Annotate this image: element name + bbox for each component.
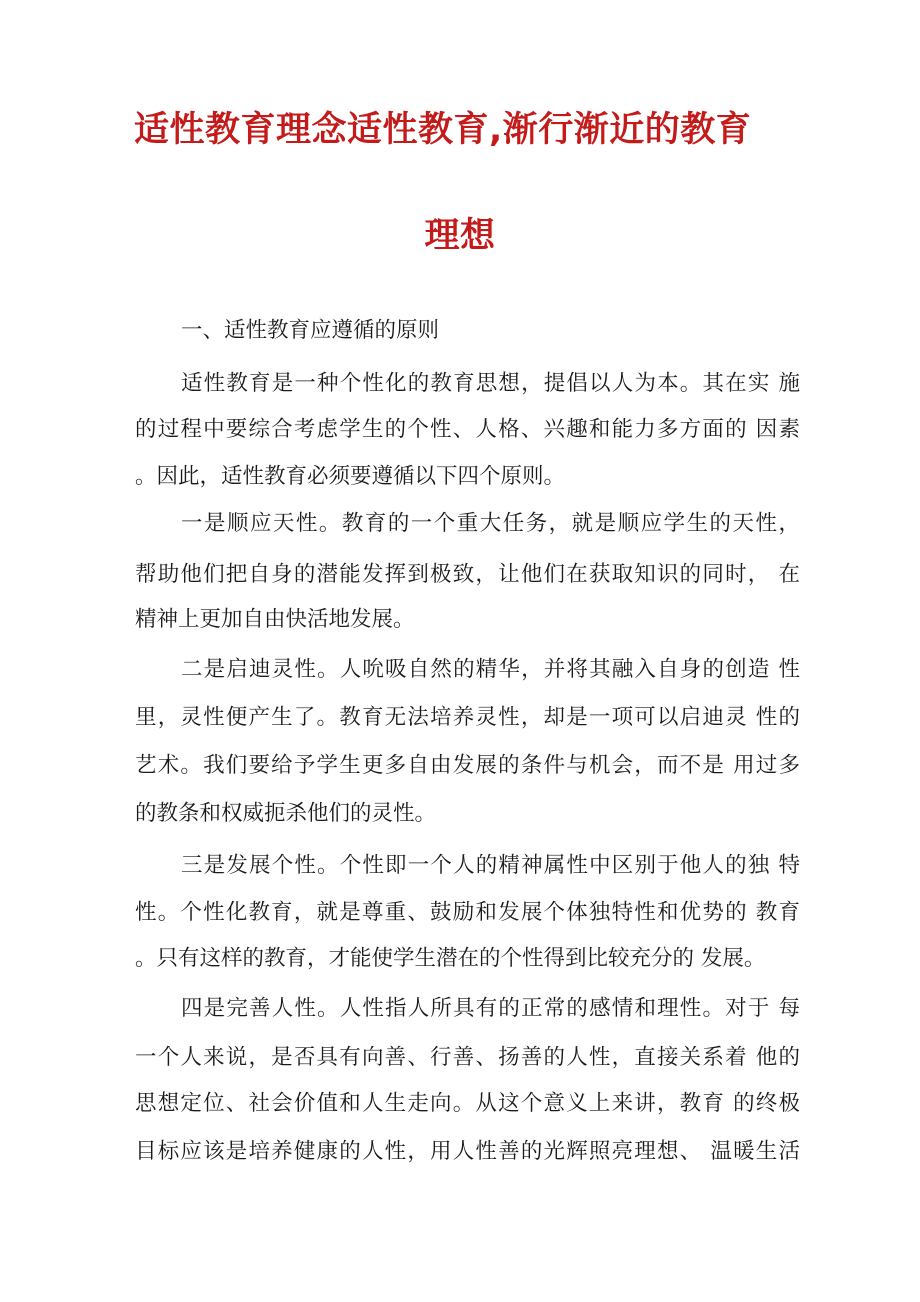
paragraph-line: 里，灵性便产生了。教育无法培养灵性，却是一项可以启迪灵 性的	[135, 705, 800, 730]
section-heading: 一、适性教育应遵循的原则	[181, 318, 440, 343]
paragraph-line: 一是顺应天性。教育的一个重大任务，就是顺应学生的天性，	[181, 511, 800, 536]
paragraph-line: 帮助他们把自身的潜能发挥到极致，让他们在获取知识的同时， 在	[135, 562, 800, 587]
document-title-line-1: 适性教育理念适性教育,渐行渐近的教育	[134, 110, 752, 150]
paragraph-line: 三是发展个性。个性即一个人的精神属性中区别于他人的独 特	[181, 853, 800, 878]
paragraph-line: 。只有这样的教育，才能使学生潜在的个性得到比较充分的 发展。	[135, 946, 766, 971]
paragraph-line: 的教条和权威扼杀他们的灵性。	[135, 801, 437, 826]
paragraph-line: 一个人来说，是否具有向善、行善、扬善的人性，直接关系着 他的	[135, 1045, 800, 1070]
paragraph-line: 。因此，适性教育必须要遵循以下四个原则。	[135, 464, 566, 489]
document-title-line-2: 理想	[424, 216, 496, 256]
paragraph-line: 适性教育是一种个性化的教育思想，提倡以人为本。其在实 施	[181, 371, 800, 396]
paragraph-line: 目标应该是培养健康的人性，用人性善的光辉照亮理想、 温暖生活	[135, 1139, 800, 1164]
paragraph-line: 思想定位、社会价值和人生走向。从这个意义上来讲，教育 的终极	[135, 1091, 800, 1116]
paragraph-line: 的过程中要综合考虑学生的个性、人格、兴趣和能力多方面的 因素	[135, 417, 800, 442]
paragraph-line: 二是启迪灵性。人吮吸自然的精华，并将其融入自身的创造 性	[181, 657, 800, 682]
paragraph-line: 艺术。我们要给予学生更多自由发展的条件与机会，而不是 用过多	[135, 753, 800, 778]
paragraph-line: 精神上更加自由快活地发展。	[135, 607, 415, 632]
paragraph-line: 性。个性化教育，就是尊重、鼓励和发展个体独特性和优势的 教育	[135, 900, 800, 925]
paragraph-line: 四是完善人性。人性指人所具有的正常的感情和理性。对于 每	[181, 996, 800, 1021]
